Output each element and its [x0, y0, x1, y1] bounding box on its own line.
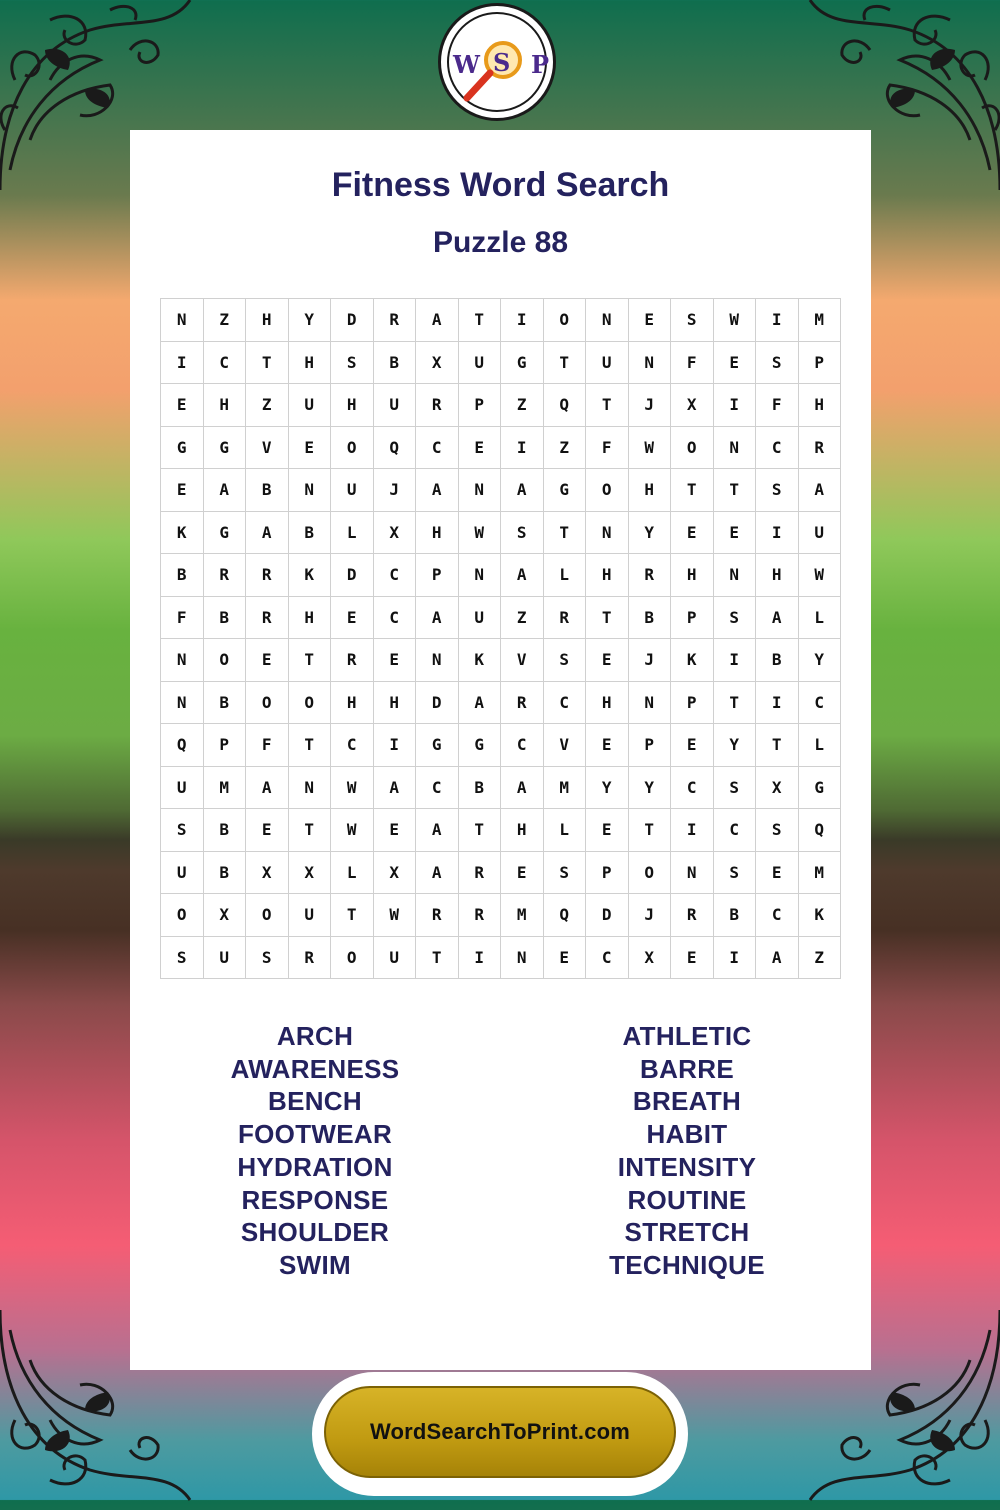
grid-cell[interactable]: B	[459, 767, 502, 810]
grid-cell[interactable]: H	[331, 384, 374, 427]
word-item: FOOTWEAR	[237, 1119, 393, 1150]
grid-cell[interactable]: O	[204, 639, 247, 682]
grid-cell[interactable]: V	[544, 724, 587, 767]
grid-cell[interactable]: X	[204, 894, 247, 937]
grid-cell[interactable]: E	[714, 342, 757, 385]
grid-cell[interactable]: O	[246, 682, 289, 725]
grid-cell[interactable]: T	[714, 469, 757, 512]
word-item: BENCH	[268, 1086, 362, 1117]
word-item: HABIT	[646, 1119, 728, 1150]
grid-cell[interactable]: W	[331, 809, 374, 852]
grid-cell[interactable]: S	[544, 852, 587, 895]
grid-cell[interactable]: J	[629, 384, 672, 427]
grid-cell[interactable]: G	[161, 427, 204, 470]
grid-cell[interactable]: R	[204, 554, 247, 597]
grid-cell[interactable]: E	[501, 852, 544, 895]
word-item: ROUTINE	[627, 1184, 747, 1215]
grid-cell[interactable]: V	[501, 639, 544, 682]
grid-cell[interactable]: Y	[586, 767, 629, 810]
grid-cell[interactable]: U	[374, 937, 417, 980]
grid-cell[interactable]: H	[586, 554, 629, 597]
grid-cell[interactable]: B	[714, 894, 757, 937]
grid-cell[interactable]: Y	[714, 724, 757, 767]
grid-cell[interactable]: X	[416, 342, 459, 385]
grid-cell[interactable]: Q	[544, 894, 587, 937]
grid-cell[interactable]: J	[629, 639, 672, 682]
grid-cell[interactable]: Y	[629, 512, 672, 555]
grid-cell[interactable]: O	[161, 894, 204, 937]
grid-cell[interactable]: R	[374, 299, 417, 342]
grid-cell[interactable]: U	[459, 597, 502, 640]
grid-cell[interactable]: E	[586, 639, 629, 682]
grid-cell[interactable]: X	[289, 852, 332, 895]
grid-cell[interactable]: C	[331, 724, 374, 767]
grid-cell[interactable]: C	[756, 894, 799, 937]
grid-cell[interactable]: U	[289, 384, 332, 427]
grid-cell[interactable]: U	[459, 342, 502, 385]
grid-cell[interactable]: K	[459, 639, 502, 682]
grid-cell[interactable]: I	[714, 384, 757, 427]
grid-cell[interactable]: E	[246, 809, 289, 852]
grid-cell[interactable]: D	[586, 894, 629, 937]
grid-cell[interactable]: L	[331, 512, 374, 555]
grid-cell[interactable]: A	[501, 469, 544, 512]
grid-cell[interactable]: N	[289, 767, 332, 810]
word-item: TECHNIQUE	[609, 1249, 765, 1280]
grid-cell[interactable]: S	[714, 597, 757, 640]
grid-cell[interactable]: H	[289, 342, 332, 385]
grid-cell[interactable]: I	[756, 512, 799, 555]
grid-cell[interactable]: R	[501, 682, 544, 725]
grid-cell[interactable]: N	[459, 554, 502, 597]
grid-cell[interactable]: I	[714, 937, 757, 980]
grid-cell[interactable]: P	[671, 682, 714, 725]
grid-cell[interactable]: C	[204, 342, 247, 385]
grid-cell[interactable]: R	[459, 852, 502, 895]
grid-cell[interactable]: E	[756, 852, 799, 895]
grid-cell[interactable]: W	[331, 767, 374, 810]
word-item: ATHLETIC	[622, 1021, 752, 1051]
grid-cell[interactable]: N	[161, 682, 204, 725]
grid-cell[interactable]: B	[204, 682, 247, 725]
grid-cell[interactable]: L	[544, 554, 587, 597]
grid-cell[interactable]: E	[289, 427, 332, 470]
grid-cell[interactable]: X	[756, 767, 799, 810]
grid-cell[interactable]: X	[374, 852, 417, 895]
grid-cell[interactable]: S	[756, 342, 799, 385]
grid-cell[interactable]: P	[586, 852, 629, 895]
grid-cell[interactable]: R	[246, 554, 289, 597]
grid-cell[interactable]: I	[671, 809, 714, 852]
grid-cell[interactable]: B	[204, 852, 247, 895]
grid-cell[interactable]: A	[416, 597, 459, 640]
grid-cell[interactable]: S	[161, 937, 204, 980]
grid-cell[interactable]: H	[756, 554, 799, 597]
grid-cell[interactable]: N	[459, 469, 502, 512]
grid-cell[interactable]: P	[799, 342, 842, 385]
grid-cell[interactable]: E	[544, 937, 587, 980]
grid-cell[interactable]: T	[629, 809, 672, 852]
word-item: RESPONSE	[241, 1184, 389, 1215]
grid-cell[interactable]: I	[756, 682, 799, 725]
word-item: HYDRATION	[237, 1151, 393, 1182]
grid-cell[interactable]: A	[459, 682, 502, 725]
grid-cell[interactable]: X	[629, 937, 672, 980]
grid-cell[interactable]: T	[586, 597, 629, 640]
grid-cell[interactable]: A	[799, 469, 842, 512]
site-link[interactable]: WordSearchToPrint.com	[369, 1419, 631, 1444]
word-item: ARCH	[276, 1021, 354, 1051]
grid-cell[interactable]: K	[799, 894, 842, 937]
grid-cell[interactable]: M	[544, 767, 587, 810]
grid-cell[interactable]: A	[416, 299, 459, 342]
grid-cell[interactable]: W	[629, 427, 672, 470]
grid-cell[interactable]: A	[246, 767, 289, 810]
word-item: SHOULDER	[240, 1217, 390, 1248]
grid-cell[interactable]: J	[374, 469, 417, 512]
grid-cell[interactable]: C	[756, 427, 799, 470]
grid-cell[interactable]: G	[501, 342, 544, 385]
grid-cell[interactable]: T	[459, 809, 502, 852]
grid-cell[interactable]: E	[246, 639, 289, 682]
grid-cell[interactable]: R	[799, 427, 842, 470]
grid-cell[interactable]: P	[204, 724, 247, 767]
grid-cell[interactable]: E	[374, 809, 417, 852]
grid-cell[interactable]: N	[629, 682, 672, 725]
grid-cell[interactable]: T	[416, 937, 459, 980]
grid-cell[interactable]: E	[714, 512, 757, 555]
page-title: Fitness Word Search	[331, 166, 670, 204]
grid-cell[interactable]: W	[714, 299, 757, 342]
grid-cell[interactable]: O	[331, 427, 374, 470]
grid-cell[interactable]: E	[586, 724, 629, 767]
grid-cell[interactable]: N	[671, 852, 714, 895]
grid-cell[interactable]: S	[756, 809, 799, 852]
grid-cell[interactable]: T	[459, 299, 502, 342]
grid-cell[interactable]: C	[416, 427, 459, 470]
grid-cell[interactable]: S	[331, 342, 374, 385]
grid-cell[interactable]: R	[246, 597, 289, 640]
grid-cell[interactable]: U	[289, 894, 332, 937]
grid-cell[interactable]: P	[459, 384, 502, 427]
grid-cell[interactable]: D	[331, 299, 374, 342]
grid-cell[interactable]: G	[459, 724, 502, 767]
grid-cell[interactable]: Z	[544, 427, 587, 470]
grid-cell[interactable]: Z	[204, 299, 247, 342]
grid-cell[interactable]: S	[501, 512, 544, 555]
grid-cell[interactable]: Z	[501, 597, 544, 640]
grid-cell[interactable]: A	[204, 469, 247, 512]
grid-cell[interactable]: S	[544, 639, 587, 682]
grid-cell[interactable]: Z	[799, 937, 842, 980]
grid-cell[interactable]: I	[501, 427, 544, 470]
grid-cell[interactable]: U	[374, 384, 417, 427]
grid-cell[interactable]: A	[501, 554, 544, 597]
grid-cell[interactable]: H	[204, 384, 247, 427]
grid-cell[interactable]: O	[671, 427, 714, 470]
grid-cell[interactable]: A	[416, 809, 459, 852]
grid-cell[interactable]: S	[246, 937, 289, 980]
grid-cell[interactable]: E	[161, 469, 204, 512]
grid-cell[interactable]: A	[246, 512, 289, 555]
grid-cell[interactable]: T	[289, 809, 332, 852]
grid-cell[interactable]: F	[161, 597, 204, 640]
grid-cell[interactable]: U	[161, 767, 204, 810]
grid-cell[interactable]: A	[374, 767, 417, 810]
grid-cell[interactable]: O	[331, 937, 374, 980]
grid-cell[interactable]: C	[799, 682, 842, 725]
grid-cell[interactable]: B	[161, 554, 204, 597]
puzzle-number: Puzzle 88	[432, 226, 569, 259]
grid-cell[interactable]: K	[161, 512, 204, 555]
grid-cell[interactable]: U	[331, 469, 374, 512]
grid-cell[interactable]: T	[289, 724, 332, 767]
grid-cell[interactable]: D	[331, 554, 374, 597]
grid-cell[interactable]: N	[289, 469, 332, 512]
grid-cell[interactable]: A	[756, 937, 799, 980]
grid-cell[interactable]: N	[629, 342, 672, 385]
grid-cell[interactable]: H	[501, 809, 544, 852]
grid-cell[interactable]: F	[246, 724, 289, 767]
grid-cell[interactable]: R	[416, 384, 459, 427]
grid-cell[interactable]: C	[374, 554, 417, 597]
grid-cell[interactable]: G	[204, 512, 247, 555]
grid-cell[interactable]: N	[714, 554, 757, 597]
grid-cell[interactable]: S	[714, 852, 757, 895]
grid-cell[interactable]: O	[629, 852, 672, 895]
grid-cell[interactable]: R	[289, 937, 332, 980]
grid-cell[interactable]: K	[289, 554, 332, 597]
grid-cell[interactable]: V	[246, 427, 289, 470]
grid-cell[interactable]: H	[586, 682, 629, 725]
grid-cell[interactable]: R	[459, 894, 502, 937]
grid-cell[interactable]: I	[161, 342, 204, 385]
word-list-right	[502, 1020, 872, 1282]
grid-cell[interactable]: X	[671, 384, 714, 427]
letter-grid[interactable]	[160, 298, 841, 979]
grid-cell[interactable]: B	[374, 342, 417, 385]
grid-cell[interactable]: T	[246, 342, 289, 385]
grid-cell[interactable]: R	[416, 894, 459, 937]
grid-cell[interactable]: H	[374, 682, 417, 725]
grid-cell[interactable]: D	[416, 682, 459, 725]
grid-cell[interactable]: H	[671, 554, 714, 597]
grid-cell[interactable]: Q	[799, 809, 842, 852]
grid-cell[interactable]: U	[586, 342, 629, 385]
grid-cell[interactable]: K	[671, 639, 714, 682]
grid-cell[interactable]: M	[799, 852, 842, 895]
grid-cell[interactable]: Y	[289, 299, 332, 342]
grid-cell[interactable]: A	[416, 852, 459, 895]
grid-cell[interactable]: A	[501, 767, 544, 810]
site-banner[interactable]	[324, 1386, 676, 1478]
grid-cell[interactable]: H	[416, 512, 459, 555]
grid-cell[interactable]: H	[246, 299, 289, 342]
grid-cell[interactable]: Q	[544, 384, 587, 427]
word-item: STRETCH	[624, 1217, 750, 1248]
logo-letter: P	[531, 50, 550, 79]
grid-cell[interactable]: C	[416, 767, 459, 810]
word-item: BARRE	[640, 1053, 734, 1084]
grid-cell[interactable]: Z	[501, 384, 544, 427]
grid-cell[interactable]: U	[799, 512, 842, 555]
grid-cell[interactable]: L	[799, 597, 842, 640]
grid-cell[interactable]: W	[799, 554, 842, 597]
grid-cell[interactable]: R	[544, 597, 587, 640]
grid-cell[interactable]: H	[289, 597, 332, 640]
grid-cell[interactable]: Z	[246, 384, 289, 427]
grid-cell[interactable]: C	[374, 597, 417, 640]
grid-cell[interactable]: I	[714, 639, 757, 682]
grid-cell[interactable]: C	[501, 724, 544, 767]
grid-cell[interactable]: C	[544, 682, 587, 725]
grid-cell[interactable]: J	[629, 894, 672, 937]
puzzle-sheet	[130, 130, 871, 1370]
grid-cell[interactable]: I	[459, 937, 502, 980]
grid-cell[interactable]: A	[416, 469, 459, 512]
grid-cell[interactable]: G	[799, 767, 842, 810]
grid-cell[interactable]: S	[161, 809, 204, 852]
grid-cell[interactable]: E	[671, 937, 714, 980]
grid-cell[interactable]: H	[799, 384, 842, 427]
grid-cell[interactable]: F	[671, 342, 714, 385]
logo-letter: S	[493, 48, 511, 77]
grid-cell[interactable]: G	[544, 469, 587, 512]
grid-cell[interactable]: N	[416, 639, 459, 682]
grid-cell[interactable]: H	[331, 682, 374, 725]
grid-cell[interactable]: T	[714, 682, 757, 725]
grid-cell[interactable]: Q	[161, 724, 204, 767]
grid-cell[interactable]: N	[586, 512, 629, 555]
grid-cell[interactable]: O	[289, 682, 332, 725]
grid-cell[interactable]: T	[289, 639, 332, 682]
grid-cell[interactable]: R	[671, 894, 714, 937]
grid-cell[interactable]: M	[501, 894, 544, 937]
grid-cell[interactable]: T	[544, 342, 587, 385]
grid-cell[interactable]: G	[416, 724, 459, 767]
grid-cell[interactable]: C	[714, 809, 757, 852]
grid-cell[interactable]: I	[756, 299, 799, 342]
grid-cell[interactable]: M	[799, 299, 842, 342]
grid-cell[interactable]: T	[756, 724, 799, 767]
grid-cell[interactable]: S	[714, 767, 757, 810]
grid-cell[interactable]: X	[246, 852, 289, 895]
grid-cell[interactable]: T	[544, 512, 587, 555]
grid-cell[interactable]: E	[629, 299, 672, 342]
grid-cell[interactable]: B	[204, 809, 247, 852]
grid-cell[interactable]: H	[629, 469, 672, 512]
grid-cell[interactable]: E	[331, 597, 374, 640]
grid-cell[interactable]: F	[586, 427, 629, 470]
grid-cell[interactable]: O	[586, 469, 629, 512]
grid-cell[interactable]: N	[586, 299, 629, 342]
grid-cell[interactable]: N	[161, 639, 204, 682]
grid-cell[interactable]: U	[204, 937, 247, 980]
grid-cell[interactable]: N	[714, 427, 757, 470]
grid-cell[interactable]: P	[629, 724, 672, 767]
grid-cell[interactable]: N	[161, 299, 204, 342]
grid-cell[interactable]: B	[246, 469, 289, 512]
grid-cell[interactable]: B	[204, 597, 247, 640]
grid-cell[interactable]: E	[459, 427, 502, 470]
grid-cell[interactable]: P	[671, 597, 714, 640]
grid-cell[interactable]: S	[671, 299, 714, 342]
grid-cell[interactable]: T	[671, 469, 714, 512]
word-item: BREATH	[632, 1086, 742, 1117]
grid-cell[interactable]: B	[756, 639, 799, 682]
grid-cell[interactable]: E	[671, 724, 714, 767]
grid-cell[interactable]: S	[756, 469, 799, 512]
grid-cell[interactable]: N	[501, 937, 544, 980]
grid-cell[interactable]: R	[331, 639, 374, 682]
grid-cell[interactable]: G	[204, 427, 247, 470]
grid-cell[interactable]: I	[374, 724, 417, 767]
grid-cell[interactable]: E	[586, 809, 629, 852]
grid-cell[interactable]: Q	[374, 427, 417, 470]
grid-cell[interactable]: I	[501, 299, 544, 342]
grid-cell[interactable]: A	[756, 597, 799, 640]
grid-cell[interactable]: E	[374, 639, 417, 682]
grid-cell[interactable]: F	[756, 384, 799, 427]
grid-cell[interactable]: W	[459, 512, 502, 555]
grid-cell[interactable]: E	[671, 512, 714, 555]
grid-cell[interactable]: E	[161, 384, 204, 427]
grid-cell[interactable]: P	[416, 554, 459, 597]
grid-cell[interactable]: X	[374, 512, 417, 555]
grid-cell[interactable]: C	[586, 937, 629, 980]
grid-cell[interactable]: O	[246, 894, 289, 937]
grid-cell[interactable]: Y	[629, 767, 672, 810]
word-item: AWARENESS	[230, 1053, 400, 1084]
grid-cell[interactable]: R	[629, 554, 672, 597]
grid-cell[interactable]: W	[374, 894, 417, 937]
word-list-left	[130, 1020, 500, 1282]
grid-cell[interactable]: T	[331, 894, 374, 937]
grid-cell[interactable]: M	[204, 767, 247, 810]
grid-cell[interactable]: O	[544, 299, 587, 342]
grid-cell[interactable]: B	[629, 597, 672, 640]
grid-cell[interactable]: L	[544, 809, 587, 852]
grid-cell[interactable]: C	[671, 767, 714, 810]
grid-cell[interactable]: L	[331, 852, 374, 895]
word-item: INTENSITY	[617, 1151, 757, 1182]
word-item: SWIM	[279, 1249, 351, 1280]
grid-cell[interactable]: U	[161, 852, 204, 895]
grid-cell[interactable]: T	[586, 384, 629, 427]
site-logo[interactable]	[438, 3, 556, 121]
grid-cell[interactable]: B	[289, 512, 332, 555]
logo-letter: W	[453, 50, 480, 79]
grid-cell[interactable]: Y	[799, 639, 842, 682]
grid-cell[interactable]: L	[799, 724, 842, 767]
